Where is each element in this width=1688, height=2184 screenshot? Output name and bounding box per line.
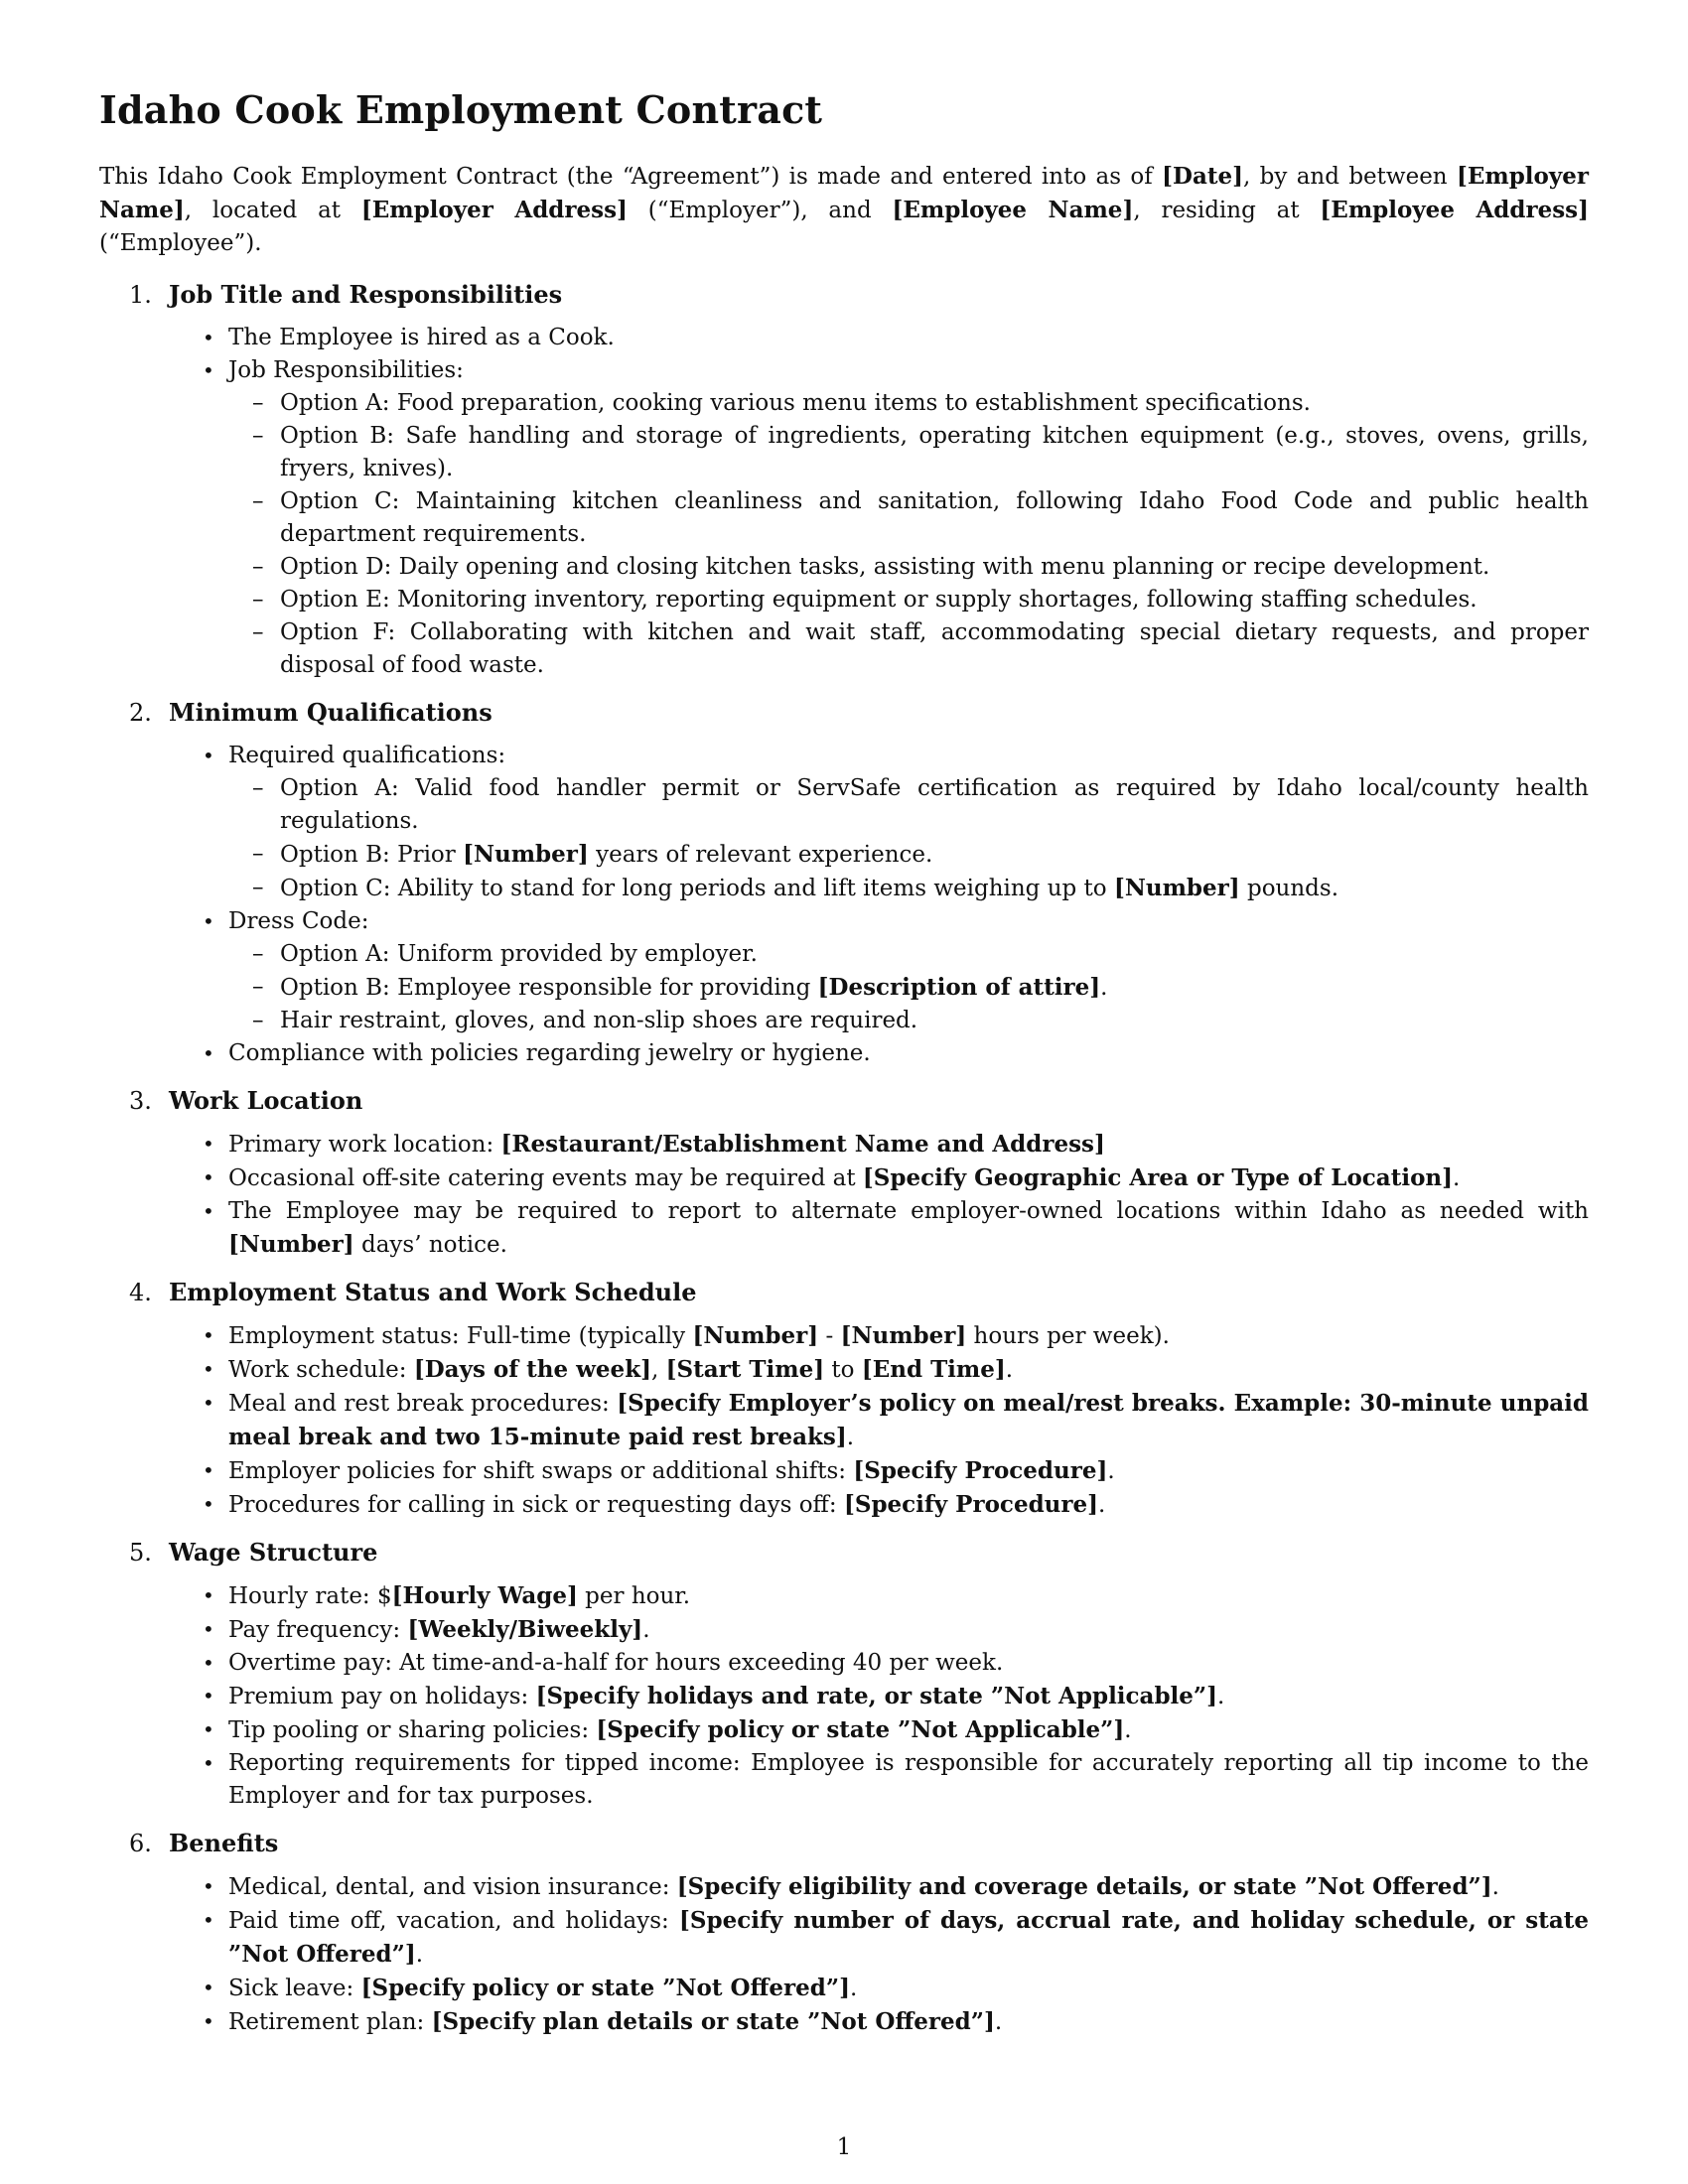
list-item	[203, 1454, 1589, 1488]
section-work-location	[99, 1084, 1589, 1262]
bullet-icon: •	[203, 1976, 214, 1999]
placeholder-field: [Number]	[1113, 875, 1240, 901]
placeholder-field: [Days of the week]	[413, 1356, 652, 1383]
item-text: .	[1453, 1165, 1461, 1191]
section-job-title	[99, 278, 1589, 682]
sub-list-item	[252, 387, 1589, 420]
intro-text: , residing at	[1133, 198, 1321, 223]
item-text: Option C: Ability to stand for long periods and lift items weighing up to	[280, 876, 1114, 901]
list-item	[203, 905, 1589, 938]
list-item	[203, 1870, 1589, 1904]
document-page	[99, 87, 1589, 2039]
placeholder-field: [Specify policy or state ”Not Applicable”]	[596, 1716, 1125, 1743]
item-text: .	[850, 1976, 858, 2001]
intro-text: (“Employee”).	[99, 230, 262, 256]
sub-list-item	[252, 485, 1589, 551]
list-item	[203, 1579, 1589, 1613]
item-text: .	[1100, 975, 1108, 1001]
bullet-icon: •	[203, 1583, 214, 1607]
item-text: Procedures for calling in sick or requesting days off:	[228, 1492, 844, 1518]
section-heading	[99, 1827, 1589, 1860]
item-text: Option C: Maintaining kitchen cleanliness and sanitation, following Idaho Food Code and public health department requirements.	[280, 488, 1589, 547]
employee-name-field: [Employee Name]	[892, 197, 1134, 223]
dash-icon: –	[252, 941, 264, 967]
sub-list-item	[252, 420, 1589, 485]
item-text: Paid time off, vacation, and holidays:	[228, 1908, 680, 1934]
item-text: per hour.	[577, 1583, 691, 1609]
item-text: .	[415, 1942, 424, 1968]
date-field: [Date]	[1162, 163, 1243, 190]
placeholder-field: [Hourly Wage]	[391, 1582, 578, 1609]
item-text: Occasional off-site catering events may be required at	[228, 1165, 863, 1191]
item-text: .	[846, 1425, 855, 1450]
section-heading	[99, 696, 1589, 730]
list-item	[203, 1713, 1589, 1747]
list-item	[203, 1613, 1589, 1647]
item-text: Primary work location:	[228, 1132, 501, 1158]
list-item	[203, 740, 1589, 772]
item-text: -	[818, 1323, 841, 1349]
item-text: days’ notice.	[353, 1232, 507, 1258]
bullet-icon: •	[203, 1041, 214, 1065]
placeholder-field: [Start Time]	[665, 1356, 825, 1383]
item-text: .	[1124, 1717, 1132, 1743]
bullet-icon: •	[203, 909, 214, 933]
placeholder-field: [Specify Procedure]	[843, 1491, 1099, 1518]
placeholder-field: [Number]	[228, 1231, 354, 1258]
item-text: Required qualifications:	[228, 743, 506, 768]
bullet-icon: •	[203, 1874, 214, 1898]
section-wage-structure	[99, 1536, 1589, 1813]
intro-text: , located at	[184, 198, 361, 223]
intro-text: , by and between	[1243, 164, 1457, 190]
list-item	[203, 1195, 1589, 1262]
bullet-icon: •	[203, 1391, 214, 1415]
section-qualifications	[99, 696, 1589, 1070]
item-text: Overtime pay: At time-and-a-half for hours exceeding 40 per week.	[228, 1650, 1004, 1676]
placeholder-field: [Specify eligibility and coverage details, or state ”Not Offered”]	[676, 1873, 1492, 1900]
item-text: .	[1107, 1458, 1115, 1484]
placeholder-field: [Specify Geographic Area or Type of Location]	[862, 1164, 1454, 1191]
dash-icon: –	[252, 974, 264, 1000]
bullet-icon: •	[203, 1684, 214, 1707]
placeholder-field: [Specify plan details or state ”Not Offered”]	[431, 2008, 995, 2035]
section-number: 4.	[129, 1279, 152, 1306]
item-text: years of relevant experience.	[588, 842, 933, 868]
list-item	[203, 322, 1589, 354]
placeholder-field: [Number]	[692, 1322, 819, 1349]
list-item	[203, 1647, 1589, 1680]
item-text: Tip pooling or sharing policies:	[228, 1717, 597, 1743]
item-text: ,	[651, 1357, 666, 1383]
section-employment-status	[99, 1276, 1589, 1522]
item-text: to	[824, 1357, 862, 1383]
item-text: Employer policies for shift swaps or additional shifts:	[228, 1458, 854, 1484]
item-text: Employment status: Full-time (typically	[228, 1323, 693, 1349]
bullet-icon: •	[203, 1492, 214, 1516]
item-text: Sick leave:	[228, 1976, 361, 2001]
dash-icon: –	[252, 775, 264, 801]
item-text: Medical, dental, and vision insurance:	[228, 1874, 677, 1900]
bullet-icon: •	[203, 1323, 214, 1347]
sub-list-item	[252, 772, 1589, 838]
item-text: .	[1098, 1492, 1106, 1518]
bullet-icon: •	[203, 358, 214, 382]
dash-icon: –	[252, 488, 264, 514]
section-heading	[99, 278, 1589, 312]
sub-list-item	[252, 838, 1589, 872]
section-title: Job Title and Responsibilities	[169, 280, 563, 309]
list-item	[203, 1680, 1589, 1713]
bullet-icon: •	[203, 1908, 214, 1932]
list-item	[203, 1128, 1589, 1161]
list-item	[203, 1972, 1589, 2005]
intro-text: This Idaho Cook Employment Contract (the “Agreement”) is made and entered into as of	[99, 164, 1163, 190]
item-text: The Employee may be required to report to alternate employer-owned locations within Idaho as needed with	[228, 1198, 1589, 1224]
placeholder-field: [Specify Employer’s policy on meal/rest breaks. Example: 30-minute unpaid meal break and two 15-minute paid rest breaks]	[228, 1390, 1589, 1450]
dash-icon: –	[252, 841, 264, 867]
list-item	[203, 1387, 1589, 1454]
item-text: .	[1491, 1874, 1499, 1900]
bullet-icon: •	[203, 1617, 214, 1641]
list-item	[203, 2005, 1589, 2039]
section-title: Work Location	[169, 1086, 363, 1115]
dash-icon: –	[252, 619, 264, 645]
item-text: .	[994, 2009, 1003, 2035]
section-heading	[99, 1084, 1589, 1118]
document-title: Idaho Cook Employment Contract	[99, 87, 823, 132]
list-item	[203, 1037, 1589, 1070]
intro-text: (“Employer”), and	[627, 198, 893, 223]
list-item	[203, 1319, 1589, 1353]
placeholder-field: [Number]	[840, 1322, 967, 1349]
item-text: Option F: Collaborating with kitchen and wait staff, accommodating special dietary requests, and proper disposal of food waste.	[280, 619, 1589, 678]
bullet-icon: •	[203, 744, 214, 767]
page-number: 1	[836, 2134, 852, 2160]
bullet-icon: •	[203, 326, 214, 349]
item-text: Hair restraint, gloves, and non-slip shoes are required.	[280, 1008, 918, 1033]
bullet-icon: •	[203, 1357, 214, 1381]
sub-list-item	[252, 616, 1589, 682]
item-text: The Employee is hired as a Cook.	[228, 325, 615, 350]
section-title: Benefits	[169, 1829, 279, 1857]
list-item	[203, 1747, 1589, 1813]
item-text: Option A: Uniform provided by employer.	[280, 941, 758, 967]
item-text: hours per week).	[966, 1323, 1170, 1349]
sub-list-item	[252, 584, 1589, 616]
sub-list-item	[252, 971, 1589, 1005]
dash-icon: –	[252, 390, 264, 416]
section-title: Employment Status and Work Schedule	[169, 1278, 697, 1306]
section-number: 2.	[129, 699, 152, 727]
bullet-icon: •	[203, 1717, 214, 1741]
placeholder-field: [Restaurant/Establishment Name and Address]	[500, 1131, 1105, 1158]
employee-address-field: [Employee Address]	[1320, 197, 1589, 223]
dash-icon: –	[252, 554, 264, 580]
section-heading	[99, 1536, 1589, 1570]
placeholder-field: [End Time]	[861, 1356, 1006, 1383]
placeholder-field: [Specify Procedure]	[853, 1457, 1108, 1484]
item-text: .	[1217, 1684, 1225, 1709]
item-text: Option A: Valid food handler permit or ServSafe certification as required by Idaho local/county health regulations.	[280, 775, 1589, 834]
placeholder-field: [Weekly/Biweekly]	[407, 1616, 643, 1643]
section-number: 1.	[129, 281, 152, 309]
section-number: 5.	[129, 1539, 152, 1567]
bullet-icon: •	[203, 2009, 214, 2033]
bullet-icon: •	[203, 1132, 214, 1156]
bullet-icon: •	[203, 1458, 214, 1482]
intro-paragraph	[99, 160, 1589, 260]
item-text: .	[642, 1617, 650, 1643]
list-item	[203, 1161, 1589, 1195]
sub-list-item	[252, 551, 1589, 584]
item-text: .	[1005, 1357, 1014, 1383]
dash-icon: –	[252, 1008, 264, 1033]
list-item	[203, 1353, 1589, 1387]
item-text: Option D: Daily opening and closing kitchen tasks, assisting with menu planning or recipe development.	[280, 554, 1490, 580]
list-item	[203, 354, 1589, 387]
employer-address-field: [Employer Address]	[360, 197, 628, 223]
item-text: Meal and rest break procedures:	[228, 1391, 618, 1417]
dash-icon: –	[252, 423, 264, 449]
item-text: Hourly rate: $	[228, 1583, 392, 1609]
employer-name-field: [Employer Name]	[99, 163, 1589, 223]
section-benefits	[99, 1827, 1589, 2039]
placeholder-field: [Specify holidays and rate, or state ”Not Applicable”]	[535, 1683, 1218, 1709]
sub-list-item	[252, 1005, 1589, 1037]
dash-icon: –	[252, 875, 264, 900]
sub-list-item	[252, 872, 1589, 905]
item-text: Option B: Prior	[280, 842, 464, 868]
item-text: Option B: Employee responsible for providing	[280, 975, 818, 1001]
item-text: Dress Code:	[228, 908, 369, 934]
sub-list-item	[252, 938, 1589, 971]
section-number: 3.	[129, 1087, 152, 1115]
bullet-icon: •	[203, 1165, 214, 1189]
item-text: Premium pay on holidays:	[228, 1684, 536, 1709]
list-item	[203, 1904, 1589, 1972]
dash-icon: –	[252, 587, 264, 613]
item-text: Option E: Monitoring inventory, reporting equipment or supply shortages, following staffing schedules.	[280, 587, 1477, 613]
section-heading	[99, 1276, 1589, 1309]
item-text: Job Responsibilities:	[228, 357, 464, 383]
item-text: Reporting requirements for tipped income: Employee is responsible for accurately reporting all tip income to the Employer and for tax purposes.	[228, 1750, 1589, 1809]
section-title: Minimum Qualifications	[169, 698, 492, 727]
section-title: Wage Structure	[169, 1538, 378, 1567]
item-text: Retirement plan:	[228, 2009, 432, 2035]
placeholder-field: [Description of attire]	[817, 974, 1101, 1001]
list-item	[203, 1488, 1589, 1522]
item-text: Work schedule:	[228, 1357, 414, 1383]
bullet-icon: •	[203, 1751, 214, 1775]
bullet-icon: •	[203, 1651, 214, 1675]
placeholder-field: [Number]	[463, 841, 589, 868]
bullet-icon: •	[203, 1199, 214, 1223]
section-number: 6.	[129, 1830, 152, 1857]
item-text: Compliance with policies regarding jewelry or hygiene.	[228, 1040, 871, 1066]
placeholder-field: [Specify number of days, accrual rate, and holiday schedule, or state ”Not Offered”]	[228, 1907, 1589, 1968]
item-text: pounds.	[1239, 876, 1339, 901]
item-text: Option B: Safe handling and storage of ingredients, operating kitchen equipment (e.g., stoves, ovens, grills, fryers, knives).	[280, 423, 1589, 481]
item-text: Option A: Food preparation, cooking various menu items to establishment specifications.	[280, 390, 1311, 416]
placeholder-field: [Specify policy or state ”Not Offered”]	[360, 1975, 851, 2001]
item-text: Pay frequency:	[228, 1617, 408, 1643]
